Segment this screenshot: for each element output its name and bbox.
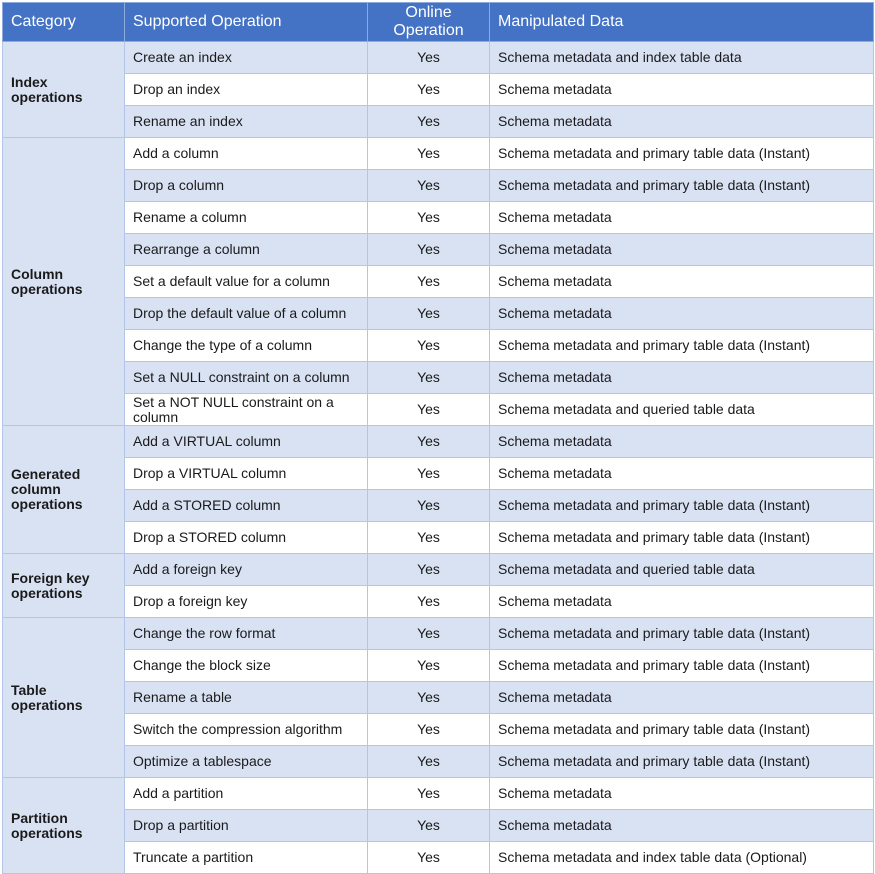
manipulated-data-cell: Schema metadata (490, 810, 874, 842)
operation-cell: Rearrange a column (125, 234, 368, 266)
manipulated-data-cell: Schema metadata (490, 266, 874, 298)
operation-cell: Change the type of a column (125, 330, 368, 362)
operation-cell: Drop a VIRTUAL column (125, 458, 368, 490)
operation-cell: Optimize a tablespace (125, 746, 368, 778)
table-row (3, 490, 874, 522)
online-cell: Yes (368, 234, 490, 266)
table-row (3, 778, 874, 810)
manipulated-data-cell: Schema metadata (490, 586, 874, 618)
operation-cell: Set a default value for a column (125, 266, 368, 298)
online-cell: Yes (368, 138, 490, 170)
operation-cell: Drop a foreign key (125, 586, 368, 618)
category-cell: Partition operations (3, 778, 125, 874)
table-row (3, 618, 874, 650)
manipulated-data-cell: Schema metadata and primary table data (Instant) (490, 138, 874, 170)
operation-cell: Add a STORED column (125, 490, 368, 522)
operation-cell: Rename an index (125, 106, 368, 138)
table-row (3, 682, 874, 714)
table-row (3, 554, 874, 586)
online-cell: Yes (368, 170, 490, 202)
table-row (3, 74, 874, 106)
operation-cell: Drop a partition (125, 810, 368, 842)
table-row (3, 330, 874, 362)
operation-cell: Change the block size (125, 650, 368, 682)
table-row (3, 426, 874, 458)
online-cell: Yes (368, 682, 490, 714)
header-manipulated-data: Manipulated Data (490, 3, 874, 42)
online-cell: Yes (368, 298, 490, 330)
operation-cell: Add a VIRTUAL column (125, 426, 368, 458)
operations-table (2, 2, 874, 874)
manipulated-data-cell: Schema metadata (490, 202, 874, 234)
operation-cell: Create an index (125, 42, 368, 74)
operation-cell: Drop a STORED column (125, 522, 368, 554)
table-row (3, 266, 874, 298)
table-row (3, 650, 874, 682)
category-cell: Index operations (3, 42, 125, 138)
table-row (3, 42, 874, 74)
table-row (3, 362, 874, 394)
operation-cell: Drop a column (125, 170, 368, 202)
table-row (3, 522, 874, 554)
manipulated-data-cell: Schema metadata and primary table data (Instant) (490, 618, 874, 650)
online-cell: Yes (368, 362, 490, 394)
table-row (3, 202, 874, 234)
table-row (3, 106, 874, 138)
table-row (3, 234, 874, 266)
header-online-operation: Online Operation (368, 3, 490, 42)
operation-cell: Rename a column (125, 202, 368, 234)
manipulated-data-cell: Schema metadata (490, 362, 874, 394)
manipulated-data-cell: Schema metadata and primary table data (Instant) (490, 522, 874, 554)
table-row (3, 170, 874, 202)
online-cell: Yes (368, 394, 490, 426)
header-category: Category (3, 3, 125, 42)
online-cell: Yes (368, 426, 490, 458)
operation-cell: Add a foreign key (125, 554, 368, 586)
operation-cell: Truncate a partition (125, 842, 368, 874)
operation-cell: Add a column (125, 138, 368, 170)
header-row (3, 3, 874, 42)
operation-cell: Change the row format (125, 618, 368, 650)
online-cell: Yes (368, 202, 490, 234)
manipulated-data-cell: Schema metadata and primary table data (Instant) (490, 330, 874, 362)
online-cell: Yes (368, 266, 490, 298)
category-cell: Table operations (3, 618, 125, 778)
operation-cell: Switch the compression algorithm (125, 714, 368, 746)
table-row (3, 298, 874, 330)
operation-cell: Drop an index (125, 74, 368, 106)
manipulated-data-cell: Schema metadata and index table data (490, 42, 874, 74)
online-cell: Yes (368, 842, 490, 874)
manipulated-data-cell: Schema metadata (490, 682, 874, 714)
manipulated-data-cell: Schema metadata and queried table data (490, 554, 874, 586)
table-row (3, 458, 874, 490)
online-cell: Yes (368, 746, 490, 778)
manipulated-data-cell: Schema metadata and primary table data (Instant) (490, 746, 874, 778)
table-row (3, 138, 874, 170)
online-cell: Yes (368, 74, 490, 106)
table-body (3, 42, 874, 874)
online-cell: Yes (368, 554, 490, 586)
table-row (3, 586, 874, 618)
online-cell: Yes (368, 330, 490, 362)
category-cell: Foreign key operations (3, 554, 125, 618)
online-cell: Yes (368, 490, 490, 522)
online-cell: Yes (368, 810, 490, 842)
manipulated-data-cell: Schema metadata and primary table data (Instant) (490, 170, 874, 202)
online-cell: Yes (368, 586, 490, 618)
online-cell: Yes (368, 522, 490, 554)
manipulated-data-cell: Schema metadata and index table data (Optional) (490, 842, 874, 874)
online-cell: Yes (368, 42, 490, 74)
operation-cell: Rename a table (125, 682, 368, 714)
manipulated-data-cell: Schema metadata (490, 458, 874, 490)
manipulated-data-cell: Schema metadata (490, 298, 874, 330)
manipulated-data-cell: Schema metadata (490, 778, 874, 810)
online-cell: Yes (368, 106, 490, 138)
manipulated-data-cell: Schema metadata (490, 426, 874, 458)
manipulated-data-cell: Schema metadata and primary table data (Instant) (490, 650, 874, 682)
manipulated-data-cell: Schema metadata and primary table data (Instant) (490, 490, 874, 522)
online-cell: Yes (368, 458, 490, 490)
online-cell: Yes (368, 714, 490, 746)
table-row (3, 746, 874, 778)
header-supported-operation: Supported Operation (125, 3, 368, 42)
manipulated-data-cell: Schema metadata and queried table data (490, 394, 874, 426)
operation-cell: Add a partition (125, 778, 368, 810)
operation-cell: Drop the default value of a column (125, 298, 368, 330)
category-cell: Column operations (3, 138, 125, 426)
table-row (3, 394, 874, 426)
table-row (3, 714, 874, 746)
manipulated-data-cell: Schema metadata (490, 106, 874, 138)
operation-cell: Set a NULL constraint on a column (125, 362, 368, 394)
manipulated-data-cell: Schema metadata and primary table data (Instant) (490, 714, 874, 746)
manipulated-data-cell: Schema metadata (490, 234, 874, 266)
category-cell: Generated column operations (3, 426, 125, 554)
manipulated-data-cell: Schema metadata (490, 74, 874, 106)
online-cell: Yes (368, 618, 490, 650)
online-cell: Yes (368, 650, 490, 682)
operation-cell: Set a NOT NULL constraint on a column (125, 394, 368, 426)
online-cell: Yes (368, 778, 490, 810)
table-row (3, 810, 874, 842)
